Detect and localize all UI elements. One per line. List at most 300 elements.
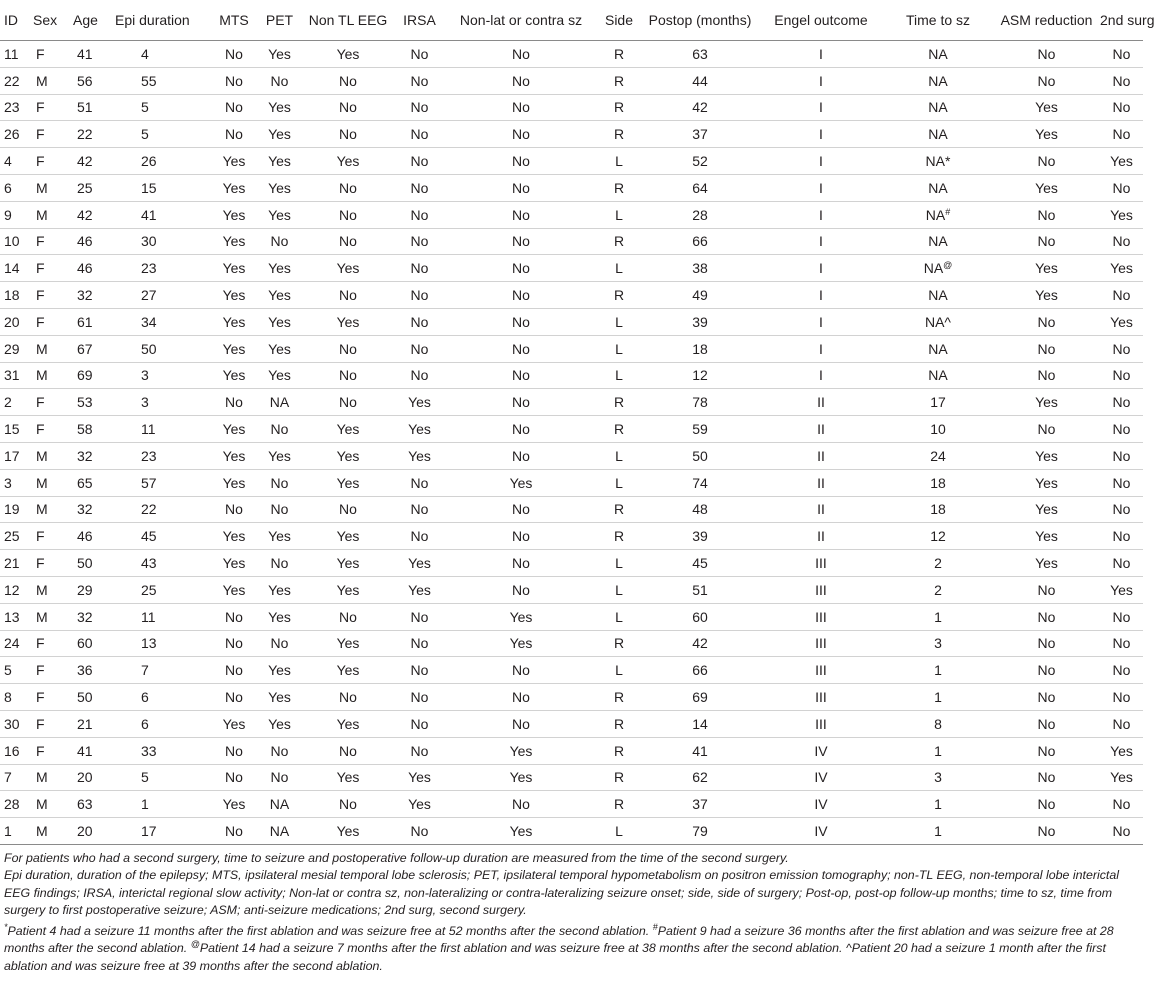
cell-value: 6 [4,179,12,196]
cell-value: Yes [268,260,291,277]
cell-value: No [1112,340,1131,357]
cell-value: I [819,233,823,250]
table-row [0,684,1143,711]
cell-value: Yes [408,581,431,598]
cell-asm-reduction [993,791,1100,818]
cell-value: Yes [336,769,360,786]
cell-value: 22 [141,501,157,518]
cell-side [597,389,641,416]
cell-time-to-sz [883,228,993,255]
cell-engel-outcome [759,630,883,657]
cell-value: 56 [77,72,93,89]
cell-value: 14 [692,715,708,732]
cell-time-to-sz [883,121,993,148]
cell-non-lat-or-contra-sz [445,496,597,523]
cell-value: F [36,45,45,62]
cell-value: 42 [692,635,708,652]
cell-postop-months [641,389,759,416]
cell-age [73,710,115,737]
footnote-star-mark: * [4,922,8,933]
cell-non-tl-eeg [302,576,394,603]
cell-value: 50 [77,555,93,572]
cell-sex [33,362,73,389]
table-body [0,41,1143,845]
footnote-marker: # [945,206,951,217]
cell-value: No [410,287,429,304]
cell-value: II [817,421,825,438]
cell-value: 14 [4,260,20,277]
cell-value: 50 [77,689,93,706]
cell-value: 18 [692,340,708,357]
cell-value: III [815,689,827,706]
cell-postop-months [641,603,759,630]
cell-2nd-surg [1100,201,1143,228]
cell-side [597,523,641,550]
cell-value: No [512,45,530,62]
cell-value: L [615,608,623,625]
cell-value: 51 [692,581,708,598]
cell-mts [211,201,257,228]
cell-value: No [1112,715,1131,732]
cell-age [73,121,115,148]
cell-value: 41 [77,45,93,62]
cell-side [597,67,641,94]
cell-side [597,335,641,362]
cell-age [73,228,115,255]
cell-epi-duration [115,282,211,309]
cell-value: Yes [222,581,246,598]
cell-irsa [394,255,445,282]
cell-value: No [512,796,530,813]
cell-id [0,550,33,577]
cell-value: 4 [4,153,12,170]
cell-value: 57 [141,474,157,491]
cell-side [597,550,641,577]
cell-engel-outcome [759,67,883,94]
cell-value: 42 [77,153,93,170]
cell-mts [211,764,257,791]
cell-value: NA^ [924,313,952,330]
cell-value: 65 [77,474,93,491]
column-header-engel-outcome: Engel outcome [759,0,883,41]
cell-pet [257,308,302,335]
cell-irsa [394,362,445,389]
cell-non-tl-eeg [302,94,394,121]
cell-value: F [36,233,45,250]
cell-value: No [270,421,289,438]
cell-value: Yes [222,260,246,277]
cell-value: No [410,608,429,625]
cell-non-lat-or-contra-sz [445,94,597,121]
cell-value: I [819,287,823,304]
cell-value: IV [814,796,828,813]
cell-value: No [339,394,357,411]
cell-postop-months [641,67,759,94]
column-header-side: Side [597,0,641,41]
cell-side [597,94,641,121]
cell-epi-duration [115,121,211,148]
cell-value: 32 [77,501,93,518]
cell-engel-outcome [759,496,883,523]
cell-value: 20 [77,769,93,786]
cell-side [597,201,641,228]
cell-2nd-surg [1100,282,1143,309]
cell-value: No [270,769,289,786]
cell-side [597,576,641,603]
cell-value: Yes [1035,474,1058,491]
table-row [0,362,1143,389]
cell-value: Yes [1110,313,1133,330]
cell-value: 1 [934,823,942,839]
cell-value: I [819,367,823,384]
cell-engel-outcome [759,791,883,818]
cell-value: 12 [692,367,708,384]
cell-value: M [36,823,48,839]
table-row [0,148,1143,175]
cell-time-to-sz [883,764,993,791]
cell-value: 32 [77,447,93,464]
cell-epi-duration [115,523,211,550]
cell-value: 23 [141,447,157,464]
cell-mts [211,496,257,523]
cell-engel-outcome [759,818,883,845]
cell-non-lat-or-contra-sz [445,550,597,577]
cell-sex [33,496,73,523]
cell-mts [211,228,257,255]
cell-value: F [36,742,45,759]
cell-value: Yes [268,206,291,223]
cell-id [0,121,33,148]
cell-value: Yes [268,715,291,732]
cell-value: Yes [222,206,246,223]
cell-epi-duration [115,41,211,68]
cell-value: No [410,45,429,62]
column-header-id: ID [0,0,33,41]
cell-irsa [394,174,445,201]
cell-value: No [1037,715,1056,732]
column-header-sex: Sex [33,0,73,41]
cell-value: L [615,153,623,170]
cell-value: Yes [222,528,246,545]
cell-value: 5 [4,662,12,679]
cell-irsa [394,389,445,416]
cell-value: No [410,662,429,679]
cell-value: Yes [222,474,246,491]
cell-value: No [410,206,429,223]
footnote-patient-14: Patient 14 had a seizure 7 months after the first ablation and was seizure free at 38 months after the second ablation. [199,941,843,956]
cell-age [73,94,115,121]
cell-engel-outcome [759,362,883,389]
cell-value: 6 [141,689,149,706]
cell-value: No [1037,581,1056,598]
table-row [0,818,1143,845]
cell-irsa [394,228,445,255]
cell-irsa [394,737,445,764]
cell-2nd-surg [1100,41,1143,68]
footnote-measurement: For patients who had a second surgery, time to seizure and postoperative follow-up duration are measured from the time of the second surgery. [4,850,789,865]
table-row [0,174,1143,201]
cell-value: R [613,394,625,411]
cell-value: 18 [4,287,20,304]
cell-value: No [225,662,243,679]
table-row [0,630,1143,657]
cell-value: Yes [268,126,291,143]
cell-value: 63 [692,45,708,62]
cell-engel-outcome [759,308,883,335]
cell-value: No [512,72,530,89]
cell-value: Yes [222,287,246,304]
cell-value: 42 [77,206,93,223]
cell-irsa [394,148,445,175]
cell-value: No [270,474,289,491]
cell-value: No [1112,45,1131,62]
cell-mts [211,94,257,121]
table-row [0,67,1143,94]
cell-pet [257,764,302,791]
cell-2nd-surg [1100,684,1143,711]
cell-id [0,603,33,630]
cell-value: Yes [222,153,246,170]
cell-irsa [394,764,445,791]
cell-value: R [613,421,625,438]
cell-value: Yes [509,608,533,625]
cell-value: Yes [336,313,360,330]
cell-value: M [36,474,48,491]
cell-value: Yes [509,635,533,652]
cell-value: 10 [4,233,20,250]
cell-id [0,67,33,94]
cell-epi-duration [115,550,211,577]
cell-value: 60 [692,608,708,625]
cell-value: No [225,126,243,143]
cell-value: I [819,99,823,116]
cell-time-to-sz [883,201,993,228]
cell-value: Yes [336,421,360,438]
cell-value: 28 [692,206,708,223]
cell-value: No [512,394,530,411]
cell-id [0,255,33,282]
cell-value: I [819,179,823,196]
cell-non-lat-or-contra-sz [445,818,597,845]
cell-value: Yes [408,447,431,464]
cell-2nd-surg [1100,255,1143,282]
cell-time-to-sz [883,67,993,94]
cell-age [73,148,115,175]
cell-value: 17 [141,823,157,839]
cell-value: 8 [4,689,12,706]
cell-age [73,282,115,309]
cell-epi-duration [115,255,211,282]
cell-epi-duration [115,630,211,657]
cell-id [0,469,33,496]
cell-value: Yes [336,715,360,732]
cell-value: Yes [336,447,360,464]
cell-pet [257,389,302,416]
cell-sex [33,201,73,228]
cell-sex [33,550,73,577]
cell-time-to-sz [883,148,993,175]
cell-value: II [817,447,825,464]
cell-value: Yes [1035,394,1058,411]
cell-non-tl-eeg [302,791,394,818]
cell-value: No [512,528,530,545]
cell-value: Yes [1035,555,1058,572]
cell-value: Yes [268,287,291,304]
cell-pet [257,94,302,121]
cell-postop-months [641,174,759,201]
cell-value: 41 [692,742,708,759]
cell-value: 11 [4,45,19,62]
table-row [0,764,1143,791]
cell-value: M [36,769,48,786]
cell-value: 15 [4,421,20,438]
cell-id [0,764,33,791]
cell-age [73,201,115,228]
cell-value: R [613,715,625,732]
cell-non-lat-or-contra-sz [445,148,597,175]
cell-value: 69 [692,689,708,706]
table-row [0,710,1143,737]
cell-id [0,174,33,201]
cell-value: No [339,501,357,518]
cell-value: No [1112,233,1131,250]
cell-time-to-sz [883,94,993,121]
cell-postop-months [641,469,759,496]
column-header-epi-duration: Epi duration [115,0,211,41]
cell-value: I [819,313,823,330]
cell-value: Yes [222,421,246,438]
cell-value: NA [923,260,944,277]
cell-non-lat-or-contra-sz [445,764,597,791]
cell-value: 1 [934,742,942,759]
cell-sex [33,148,73,175]
cell-value: 22 [77,126,93,143]
cell-value: 3 [141,367,149,384]
cell-value: 29 [77,581,93,598]
cell-epi-duration [115,469,211,496]
cell-mts [211,442,257,469]
cell-value: No [225,742,243,759]
cell-value: No [512,501,530,518]
cell-non-lat-or-contra-sz [445,67,597,94]
cell-value: No [512,233,530,250]
cell-value: No [1112,796,1131,813]
cell-id [0,657,33,684]
cell-value: Yes [268,45,291,62]
cell-value: 28 [4,796,20,813]
cell-pet [257,684,302,711]
cell-mts [211,41,257,68]
cell-value: Yes [1035,528,1058,545]
cell-epi-duration [115,67,211,94]
table-row [0,416,1143,443]
cell-side [597,148,641,175]
cell-asm-reduction [993,603,1100,630]
table-row [0,550,1143,577]
cell-value: 1 [934,662,942,679]
cell-value: NA [928,126,948,143]
cell-value: R [613,501,625,518]
cell-sex [33,630,73,657]
cell-2nd-surg [1100,791,1143,818]
cell-value: R [613,72,625,89]
cell-epi-duration [115,228,211,255]
cell-asm-reduction [993,496,1100,523]
table-row [0,469,1143,496]
cell-sex [33,657,73,684]
cell-value: I [819,340,823,357]
cell-sex [33,442,73,469]
cell-non-tl-eeg [302,201,394,228]
cell-value: 46 [77,233,93,250]
cell-age [73,389,115,416]
cell-value: L [615,823,623,839]
cell-value: II [817,528,825,545]
cell-value: Yes [222,555,246,572]
cell-non-lat-or-contra-sz [445,308,597,335]
cell-pet [257,416,302,443]
cell-value: Yes [336,528,360,545]
cell-value: 50 [692,447,708,464]
cell-pet [257,228,302,255]
cell-non-tl-eeg [302,684,394,711]
cell-mts [211,791,257,818]
cell-value: I [819,153,823,170]
cell-asm-reduction [993,389,1100,416]
cell-postop-months [641,308,759,335]
cell-value: No [1112,474,1131,491]
cell-value: No [512,153,530,170]
cell-value: 34 [141,313,157,330]
cell-value: NA [928,72,948,89]
cell-value: No [512,421,530,438]
cell-value: Yes [268,179,291,196]
cell-age [73,362,115,389]
cell-value: No [1037,823,1056,839]
cell-value: No [1037,45,1056,62]
cell-value: 32 [77,287,93,304]
cell-age [73,737,115,764]
cell-time-to-sz [883,174,993,201]
cell-irsa [394,657,445,684]
cell-age [73,576,115,603]
cell-value: No [339,99,357,116]
cell-value: No [512,179,530,196]
cell-sex [33,603,73,630]
cell-value: 43 [141,555,157,572]
cell-mts [211,576,257,603]
cell-asm-reduction [993,764,1100,791]
cell-id [0,335,33,362]
cell-non-tl-eeg [302,764,394,791]
cell-irsa [394,710,445,737]
cell-value: Yes [408,769,431,786]
table-row [0,603,1143,630]
cell-value: Yes [336,581,360,598]
cell-sex [33,255,73,282]
cell-age [73,67,115,94]
cell-postop-months [641,335,759,362]
cell-value: F [36,555,45,572]
cell-value: 5 [141,99,149,116]
cell-epi-duration [115,737,211,764]
cell-mts [211,603,257,630]
cell-time-to-sz [883,389,993,416]
cell-non-tl-eeg [302,148,394,175]
cell-value: Yes [1035,99,1058,116]
cell-sex [33,389,73,416]
cell-value: No [339,742,357,759]
